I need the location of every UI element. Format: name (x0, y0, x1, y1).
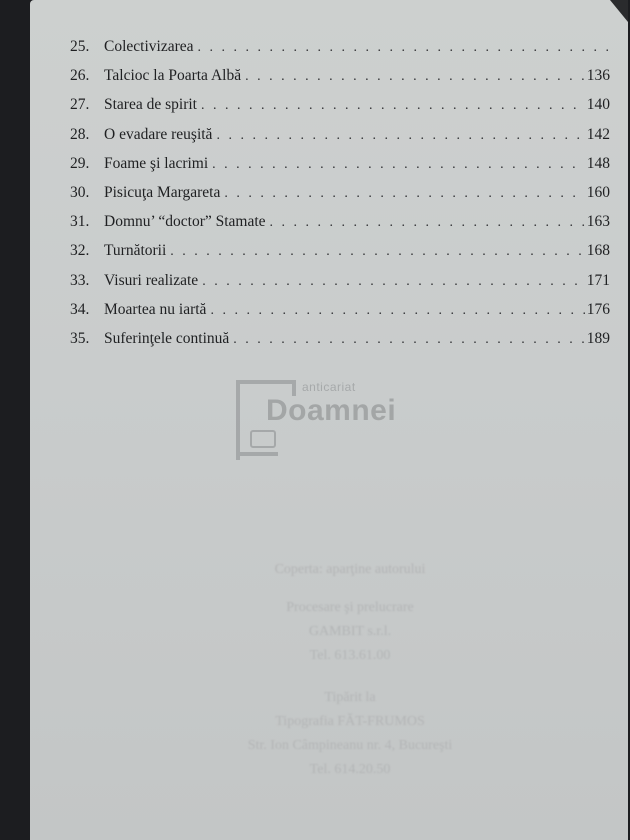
toc-title: Pisicuţa Margareta (104, 183, 221, 201)
toc-entry (70, 184, 610, 213)
toc-number: 33. (70, 271, 90, 289)
imprint-printer: Tipografia FĂT-FRUMOS (275, 714, 425, 729)
toc-entry (70, 272, 610, 301)
imprint-address: Str. Ion Câmpineanu nr. 4, Bucureşti (247, 738, 453, 753)
toc-title: Domnu’ “doctor” Stamate (104, 213, 266, 231)
toc-entry (70, 242, 610, 271)
toc-leader-dots (233, 332, 585, 348)
anticariat-watermark-logo (236, 380, 416, 460)
toc-entry (70, 38, 610, 67)
toc-leader-dots (212, 157, 585, 173)
toc-number: 29. (70, 154, 90, 172)
page-corner-shadow (598, 0, 628, 22)
toc-entry (70, 67, 610, 96)
toc-title: Talcioc la Poarta Albă (104, 67, 242, 85)
toc-title: Suferinţele continuă (104, 329, 230, 347)
book-page (30, 0, 628, 840)
toc-leader-dots (198, 40, 608, 56)
toc-title: O evadare reuşită (104, 125, 213, 143)
toc-number: 34. (70, 300, 90, 318)
toc-title: Foame şi lacrimi (104, 154, 209, 172)
toc-page-number: 176 (586, 300, 610, 318)
toc-title: Starea de spirit (104, 96, 197, 114)
toc-leader-dots (210, 303, 584, 319)
toc-number: 28. (70, 125, 90, 143)
toc-entry (70, 301, 610, 330)
toc-leader-dots (224, 186, 584, 202)
toc-page-number: 148 (586, 154, 610, 172)
toc-number: 35. (70, 329, 90, 347)
imprint-printed-at: Tipărit la (324, 690, 376, 705)
toc-entry (70, 155, 610, 184)
toc-title: Turnătorii (104, 242, 167, 260)
toc-leader-dots (216, 128, 584, 144)
toc-page-number: 171 (586, 271, 610, 289)
book-stack-icon (250, 430, 276, 448)
toc-page-number: 136 (586, 67, 610, 85)
toc-entry (70, 330, 610, 359)
imprint-printer-phone: Tel. 614.20.50 (309, 762, 391, 777)
toc-page-number: 160 (586, 183, 610, 201)
toc-leader-dots (245, 69, 585, 85)
toc-title: Visuri realizate (104, 271, 199, 289)
watermark-brand-text: Doamnei (266, 394, 397, 427)
toc-number: 30. (70, 183, 90, 201)
watermark-small-text: anticariat (302, 380, 356, 394)
toc-page-number: 168 (586, 242, 610, 260)
imprint-company: GAMBIT s.r.l. (308, 624, 392, 639)
toc-entry (70, 126, 610, 155)
toc-title: Moartea nu iartă (104, 300, 207, 318)
toc-leader-dots (270, 215, 585, 231)
toc-entry (70, 213, 610, 242)
toc-page-number: 142 (586, 125, 610, 143)
imprint-processing: Procesare şi prelucrare (286, 600, 414, 615)
watermark-frame-bottom (236, 452, 278, 456)
toc-number: 25. (70, 38, 90, 55)
toc-leader-dots (202, 274, 585, 290)
toc-number: 27. (70, 96, 90, 114)
toc-page-number: 163 (586, 213, 610, 231)
toc-leader-dots (170, 244, 584, 260)
toc-number: 32. (70, 242, 90, 260)
table-of-contents (70, 38, 610, 359)
toc-leader-dots (201, 98, 585, 114)
toc-number: 31. (70, 213, 90, 231)
toc-title: Colectivizarea (104, 38, 194, 55)
imprint-phone: Tel. 613.61.00 (309, 648, 391, 663)
toc-number: 26. (70, 67, 90, 85)
toc-entry (70, 96, 610, 125)
toc-page-number: 140 (586, 96, 610, 114)
toc-page-number: 189 (586, 329, 610, 347)
imprint-cover-credit: Coperta: aparţine autorului (274, 562, 426, 577)
